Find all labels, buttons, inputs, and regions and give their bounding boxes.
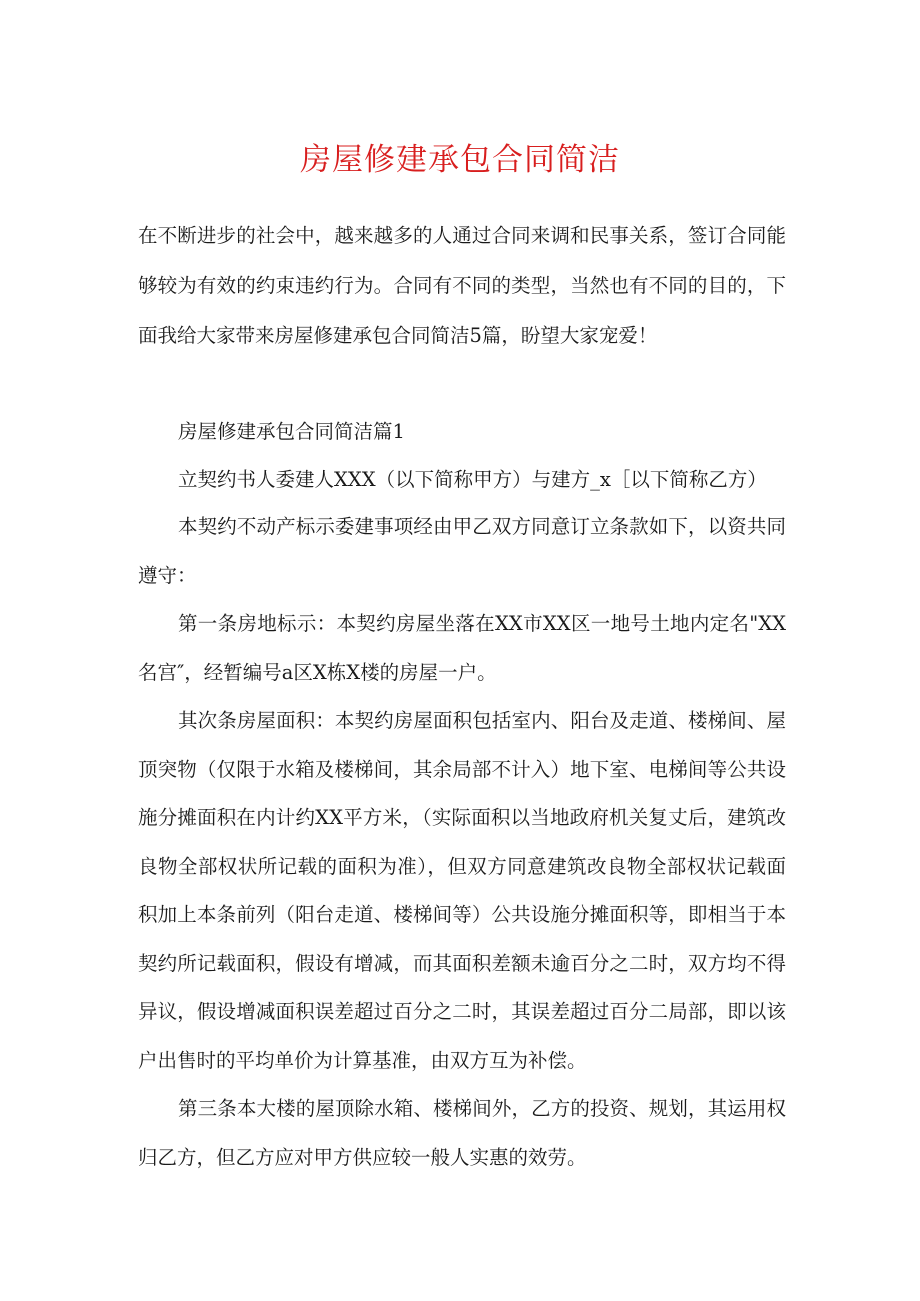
intro-paragraph: 在不断进步的社会中，越来越多的人通过合同来调和民事关系，签订合同能够较为有效的约束违约行为。合同有不同的类型，当然也有不同的目的，下面我给大家带来房屋修建承包合同简洁5篇，盼望大家宠爱！ [138, 224, 786, 347]
section-heading: 房屋修建承包合同简洁篇1 [178, 420, 405, 443]
paragraph-article-1: 第一条房地标示：本契约房屋坐落在XX市XX区一地号土地内定名"XX名宫″，经暂编号a区X栋X楼的房屋一户。 [138, 612, 786, 684]
document-title: 房屋修建承包合同简洁 [300, 142, 620, 178]
paragraph-article-2: 其次条房屋面积：本契约房屋面积包括室内、阳台及走道、楼梯间、屋顶突物（仅限于水箱及楼梯间，其余局部不计入）地下室、电梯间等公共设施分摊面积在内计约XX平方米，（实际面积以当地政府机关复丈后，建筑改良物全部权状所记载的面积为准），但双方同意建筑改良物全部权状记载面积加上本条前列（阳台走道、楼梯间等）公共设施分摊面积等，即相当于本契约所记载面积，假设有增减，而其面积差额未逾百分之二时，双方均不得异议，假设增减面积误差超过百分之二时，其误差超过百分二局部，即以该户出售时的平均单价为计算基准，由双方互为补偿。 [138, 709, 786, 1072]
paragraph-parties: 立契约书人委建人XXX（以下简称甲方）与建方_x［以下简称乙方） [178, 468, 767, 491]
paragraph-agreement: 本契约不动产标示委建事项经由甲乙双方同意订立条款如下，以资共同遵守： [138, 515, 786, 587]
paragraph-article-3: 第三条本大楼的屋顶除水箱、楼梯间外，乙方的投资、规划，其运用权归乙方，但乙方应对甲方供应较一般人实惠的效劳。 [138, 1097, 786, 1169]
